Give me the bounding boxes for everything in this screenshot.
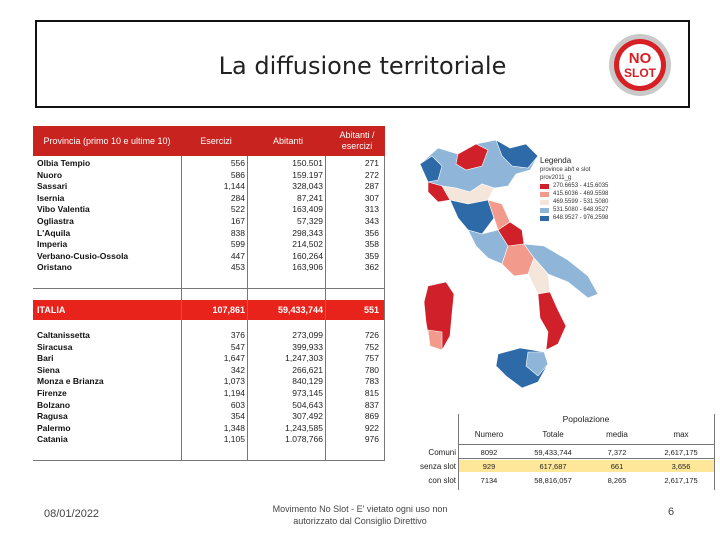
- cell-provincia: Firenze: [37, 388, 67, 398]
- cell-esercizi: 1,348: [223, 422, 245, 433]
- cell-ratio: 976: [364, 434, 379, 445]
- legend-swatch: [540, 200, 549, 205]
- cell-esercizi: 547: [230, 341, 245, 352]
- italia-label: ITALIA: [37, 305, 66, 315]
- population-cell: 661: [610, 462, 624, 471]
- grid-line: [33, 288, 385, 289]
- cell-provincia: Vibo Valentia: [37, 204, 90, 215]
- table-row: [33, 342, 385, 352]
- cell-ratio: 287: [364, 181, 379, 192]
- legend-swatch: [540, 216, 549, 221]
- cell-esercizi: 522: [230, 204, 245, 215]
- table-row: [33, 239, 385, 249]
- cell-ratio: 343: [364, 216, 379, 226]
- cell-provincia: Ogliastra: [37, 216, 74, 226]
- legend-item: [540, 198, 660, 206]
- grid-line: [325, 156, 326, 461]
- cell-abitanti: 840,129: [292, 376, 323, 387]
- map-region-calabria: [538, 292, 566, 350]
- cell-esercizi: 354: [230, 411, 245, 422]
- cell-ratio: 922: [364, 422, 379, 433]
- cell-esercizi: 453: [230, 262, 245, 273]
- legend-swatch: [540, 184, 549, 189]
- cell-esercizi: 838: [230, 227, 245, 238]
- cell-abitanti: 214,502: [292, 239, 323, 250]
- cell-abitanti: 87,241: [297, 192, 323, 203]
- cell-ratio: 271: [364, 158, 379, 168]
- cell-esercizi: 1,647: [223, 353, 245, 364]
- cell-provincia: Caltanissetta: [37, 330, 90, 340]
- cell-provincia: Isernia: [37, 192, 65, 203]
- grid-line: [247, 156, 248, 461]
- cell-provincia: Palermo: [37, 422, 71, 433]
- cell-abitanti: 1,247,303: [285, 353, 323, 364]
- population-column-header: Totale: [542, 430, 564, 439]
- population-cell: 929: [482, 462, 496, 471]
- logo-text-slot: SLOT: [624, 66, 656, 80]
- cell-ratio: 356: [364, 227, 379, 238]
- grid-line: [33, 460, 385, 461]
- cell-abitanti: 266,621: [292, 364, 323, 375]
- cell-abitanti: 328,043: [292, 181, 323, 192]
- table-row: [33, 181, 385, 191]
- table-row: [33, 330, 385, 340]
- table-row: [33, 193, 385, 203]
- cell-ratio: 358: [364, 239, 379, 250]
- footer-date: 08/01/2022: [44, 508, 100, 520]
- cell-ratio: 869: [364, 411, 379, 422]
- italia-ratio: 551: [363, 305, 379, 315]
- cell-abitanti: 399,933: [292, 341, 323, 352]
- header-abitanti: Abitanti: [272, 135, 304, 146]
- cell-abitanti: 1.078,766: [285, 434, 323, 445]
- cell-esercizi: 1,194: [223, 388, 245, 398]
- cell-abitanti: 298,343: [292, 227, 323, 238]
- cell-abitanti: 160,264: [292, 250, 323, 261]
- cell-provincia: Bolzano: [37, 399, 71, 410]
- cell-abitanti: 973,145: [292, 388, 323, 398]
- cell-esercizi: 376: [230, 330, 245, 340]
- legend-item: [540, 182, 660, 190]
- legend-label: 531.5080 - 648.9527: [553, 207, 609, 213]
- legend-item: [540, 190, 660, 198]
- cell-provincia: Catania: [37, 434, 68, 445]
- cell-esercizi: 599: [230, 239, 245, 250]
- cell-provincia: Monza e Brianza: [37, 376, 104, 387]
- population-cell: 59,433,744: [534, 448, 572, 457]
- cell-provincia: Nuoro: [37, 169, 63, 180]
- cell-provincia: Siena: [37, 364, 60, 375]
- legend-label: 415.6036 - 469.5598: [553, 191, 609, 197]
- legend-label: 270.6653 - 415.6035: [553, 183, 609, 189]
- cell-abitanti: 273,099: [292, 330, 323, 340]
- header-ratio: Abitanti / esercizi: [339, 130, 375, 151]
- table-row: [33, 204, 385, 214]
- italia-esercizi: 107,861: [212, 305, 245, 315]
- table-row: [33, 170, 385, 180]
- grid-line: [384, 156, 385, 461]
- legend-subtitle-1: province ab/t e slot: [540, 167, 591, 173]
- table-row: [33, 400, 385, 410]
- population-column-header: max: [673, 430, 689, 439]
- legend-swatch: [540, 192, 549, 197]
- header-esercizi: Esercizi: [200, 135, 232, 146]
- footer-text: Movimento No Slot - E' vietato ogni uso non autorizzato dal Consiglio Direttivo: [272, 504, 448, 526]
- population-row-label: Comuni: [428, 448, 456, 457]
- cell-provincia: Sassari: [37, 181, 68, 192]
- cell-provincia: Ragusa: [37, 411, 68, 422]
- population-cell: 617,687: [539, 462, 567, 471]
- population-column-header: Numero: [474, 430, 504, 439]
- population-cell: 2,617,175: [664, 448, 698, 457]
- cell-abitanti: 57,329: [297, 216, 323, 226]
- table-row: [33, 158, 385, 168]
- title-box: [35, 20, 690, 108]
- legend-subtitle-2: prov2011_g: [540, 175, 572, 181]
- population-row-label: senza slot: [419, 462, 456, 471]
- table-row: [33, 353, 385, 363]
- cell-ratio: 837: [364, 399, 379, 410]
- cell-provincia: Oristano: [37, 262, 72, 273]
- cell-ratio: 313: [364, 204, 379, 215]
- table-row: [33, 365, 385, 375]
- cell-esercizi: 447: [230, 250, 245, 261]
- no-slot-logo: [607, 32, 673, 98]
- cell-ratio: 815: [364, 388, 379, 398]
- cell-esercizi: 556: [230, 158, 245, 168]
- map-region-sardinia-south: [428, 330, 442, 350]
- legend-item: [540, 206, 660, 214]
- cell-ratio: 757: [364, 353, 379, 364]
- legend-swatch: [540, 208, 549, 213]
- table-row: [33, 388, 385, 398]
- cell-provincia: Olbia Tempio: [37, 158, 91, 168]
- legend-items: [540, 182, 660, 222]
- cell-provincia: Siracusa: [37, 341, 73, 352]
- cell-ratio: 359: [364, 250, 379, 261]
- population-cell: 8,265: [607, 476, 627, 485]
- table-row: [33, 216, 385, 226]
- table-row: [33, 376, 385, 386]
- grid-line: [181, 156, 182, 461]
- population-table: [398, 414, 714, 494]
- table-row: [33, 423, 385, 433]
- table-row: [33, 251, 385, 261]
- cell-esercizi: 284: [230, 192, 245, 203]
- map-region-tuscany: [450, 200, 494, 234]
- cell-ratio: 783: [364, 376, 379, 387]
- cell-abitanti: 150.501: [292, 158, 323, 168]
- population-column-header: media: [606, 430, 628, 439]
- legend-label: 648.9527 - 976.2598: [553, 215, 609, 221]
- cell-abitanti: 159.197: [292, 169, 323, 180]
- grid-line: [714, 414, 715, 490]
- cell-ratio: 307: [364, 192, 379, 203]
- table-row: [33, 411, 385, 421]
- population-cell: 7134: [480, 476, 498, 485]
- legend-label: 469.5599 - 531.5080: [553, 199, 609, 205]
- population-group-header: Popolazione: [562, 414, 610, 424]
- slide-title: La diffusione territoriale: [218, 52, 507, 80]
- cell-esercizi: 342: [230, 364, 245, 375]
- table-row: [33, 434, 385, 444]
- population-cell: 58,816,057: [534, 476, 572, 485]
- cell-esercizi: 1,105: [223, 434, 245, 445]
- cell-ratio: 780: [364, 364, 379, 375]
- grid-line: [458, 414, 459, 490]
- logo-text-no: NO: [628, 50, 652, 67]
- page-number: 6: [668, 506, 675, 518]
- cell-provincia: Imperia: [37, 239, 68, 250]
- cell-abitanti: 307,492: [292, 411, 323, 422]
- table-row: [33, 228, 385, 238]
- cell-esercizi: 1,073: [223, 376, 245, 387]
- population-cell: 7,372: [607, 448, 627, 457]
- cell-abitanti: 1,243,585: [285, 422, 323, 433]
- cell-provincia: Verbano-Cusio-Ossola: [37, 250, 129, 261]
- legend-item: [540, 214, 660, 222]
- cell-abitanti: 163,409: [292, 204, 323, 215]
- table-row: [33, 262, 385, 272]
- table-header: [33, 126, 385, 156]
- cell-esercizi: 1,144: [223, 181, 245, 192]
- cell-abitanti: 163,906: [292, 262, 323, 273]
- population-cell: 3,656: [671, 462, 691, 471]
- header-provincia: Provincia (primo 10 e ultime 10): [43, 135, 171, 146]
- population-row-label: con slot: [428, 476, 456, 485]
- cell-ratio: 362: [364, 262, 379, 273]
- cell-esercizi: 167: [230, 216, 245, 226]
- italia-row: [33, 300, 385, 320]
- legend-title: Legenda: [540, 156, 572, 165]
- cell-ratio: 726: [364, 330, 379, 340]
- grid-line: [458, 458, 714, 459]
- population-cell: 8092: [480, 448, 498, 457]
- population-cell: 2,617,175: [664, 476, 698, 485]
- cell-esercizi: 603: [230, 399, 245, 410]
- cell-provincia: L'Aquila: [37, 227, 71, 238]
- cell-ratio: 272: [364, 169, 379, 180]
- cell-abitanti: 504,643: [292, 399, 323, 410]
- cell-ratio: 752: [364, 341, 379, 352]
- cell-esercizi: 586: [230, 169, 245, 180]
- cell-provincia: Bari: [37, 353, 54, 364]
- map-legend: [540, 156, 660, 222]
- grid-line: [458, 444, 714, 445]
- italia-abitanti: 59,433,744: [277, 305, 323, 315]
